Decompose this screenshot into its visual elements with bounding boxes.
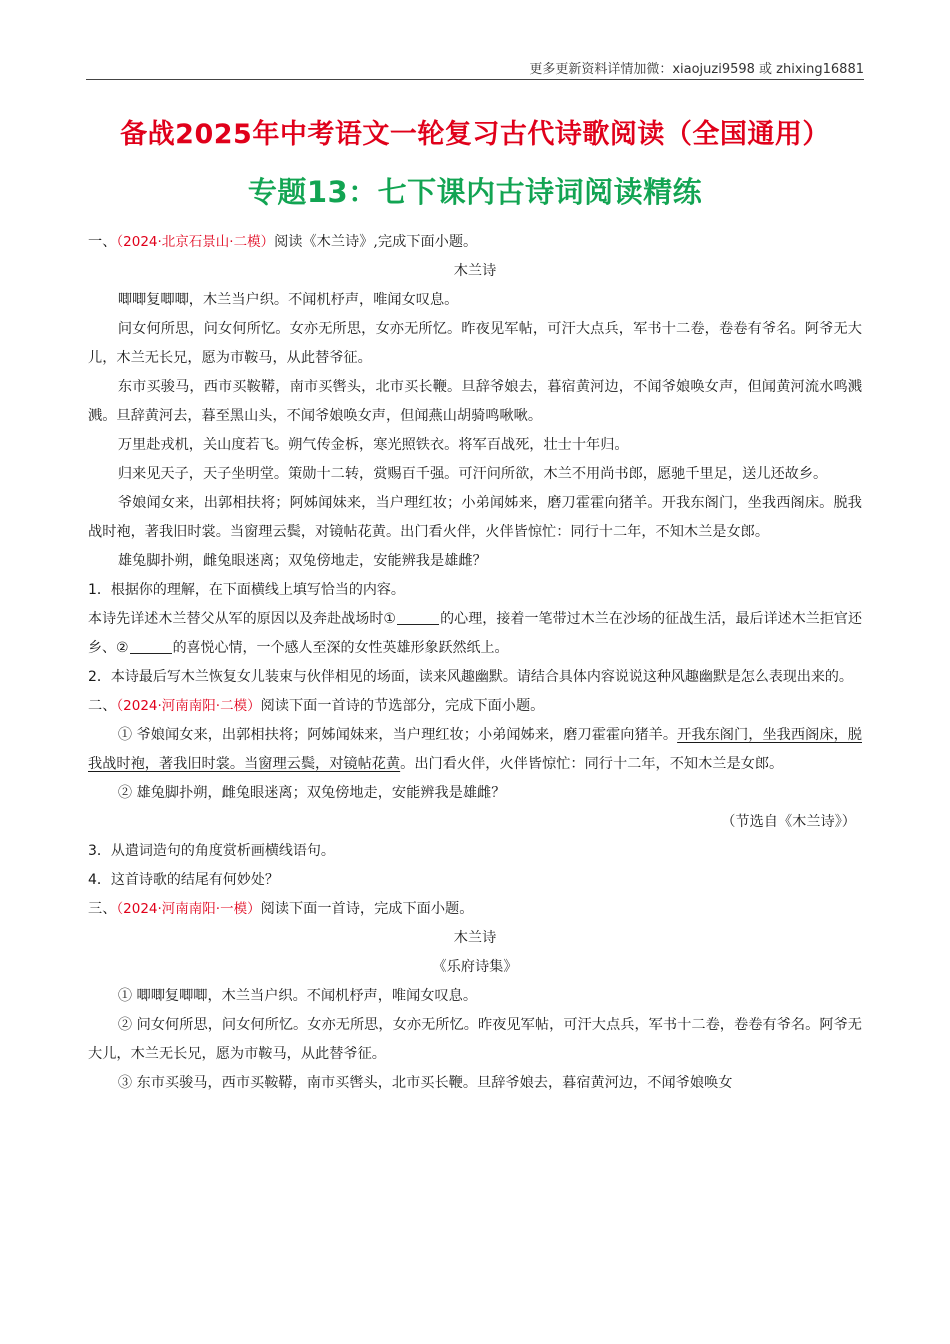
header-note: 更多更新资料详情加微：xiaojuzi9598 或 zhixing16881 [529, 62, 864, 77]
section1-poem-paragraph: 归来见天子，天子坐明堂。策勋十二转，赏赐百千强。可汗问所欲，木兰不用尚书郎，愿驰千里足，送儿还故乡。 [117, 466, 828, 482]
section1-poem-paragraph: 唧唧复唧唧，木兰当户织。不闻机杼声，唯闻女叹息。 [117, 292, 459, 308]
sub-title: 专题13：七下课内古诗词阅读精练 [247, 175, 703, 209]
underlined-sentence: 开我东阁门，坐我西阁床，脱我战时袍，著我旧时裳。当窗理云鬓，对镜帖花黄 [88, 727, 862, 772]
section2-excerpt-text: 。出门看火伴，火伴皆惊忙：同行十二年，不知木兰是女郎。 [400, 756, 784, 772]
section1-instruction: 阅读《木兰诗》,完成下面小题。 [274, 234, 478, 250]
excerpt-source-note: （节选自《木兰诗》） [721, 814, 856, 830]
section1-poem-title: 木兰诗 [453, 263, 497, 279]
section1-number: 一、 [88, 234, 117, 250]
section2-excerpt-paragraph-1 [88, 721, 862, 779]
question-1-text-c: 的喜悦心情，一个感人至深的女性英雄形象跃然纸上。 [172, 640, 509, 656]
section2-heading [88, 692, 862, 721]
question-4: 4．这首诗歌的结尾有何妙处？ [88, 872, 279, 888]
question-1-text-a: 本诗先详述木兰替父从军的原因以及奔赴战场时① [88, 611, 397, 627]
section3-poem-paragraph: ② 问女何所思，问女何所忆。女亦无所思，女亦无所忆。昨夜见军帖，可汗大点兵，军书十二卷，卷卷有爷名。阿爷无大儿，木兰无长兄，愿为市鞍马，从此替爷征。 [88, 1017, 862, 1062]
question-3: 3．从遣词造句的角度赏析画横线语句。 [88, 843, 335, 859]
section1-source: （2024·北京石景山·二模） [116, 234, 275, 250]
section1-poem-paragraph: 万里赴戎机，关山度若飞。朔气传金柝，寒光照铁衣。将军百战死，壮士十年归。 [117, 437, 629, 453]
section3-poem-title: 木兰诗 [453, 930, 497, 946]
section1-poem-paragraph: 爷娘闻女来，出郭相扶将；阿姊闻妹来，当户理红妆；小弟闻姊来，磨刀霍霍向猪羊。开我东阁门，坐我西阁床。脱我战时袍，著我旧时裳。当窗理云鬓，对镜帖花黄。出门看火伴，火伴皆惊忙：同行十二年，不知木兰是女郎。 [88, 495, 862, 540]
section1-heading [88, 228, 862, 257]
section3-poem-paragraph: ① 唧唧复唧唧，木兰当户织。不闻机杼声，唯闻女叹息。 [117, 988, 478, 1004]
main-title: 备战2025年中考语文一轮复习古代诗歌阅读（全国通用） [120, 119, 830, 150]
section2-source: （2024·河南南阳·二模） [116, 698, 261, 714]
question-2: 2．本诗最后写木兰恢复女儿装束与伙伴相见的场面，读来风趣幽默。请结合具体内容说说这种风趣幽默是怎么表现出来的。 [88, 669, 853, 685]
section1-poem-paragraph: 雄兔脚扑朔，雌兔眼迷离；双兔傍地走，安能辨我是雄雌？ [117, 553, 487, 569]
section3-poem-source: 《乐府诗集》 [432, 959, 518, 975]
section2-excerpt-text: ① 爷娘闻女来，出郭相扶将；阿姊闻妹来，当户理红妆；小弟闻姊来，磨刀霍霍向猪羊。 [117, 727, 678, 743]
answer-blank-1[interactable] [397, 610, 439, 625]
section3-heading [88, 895, 862, 924]
question-1-text-b: 的心理，接着一笔带过木兰在沙场的征战生活，最后详述木兰拒官还乡、② [88, 611, 862, 656]
section1-poem-paragraph: 问女何所思，问女何所忆。女亦无所思，女亦无所忆。昨夜见军帖，可汗大点兵，军书十二卷，卷卷有爷名。阿爷无大儿，木兰无长兄，愿为市鞍马，从此替爷征。 [88, 321, 862, 366]
section3-number: 三、 [88, 901, 117, 917]
section1-poem-paragraph: 东市买骏马，西市买鞍鞯，南市买辔头，北市买长鞭。旦辞爷娘去，暮宿黄河边，不闻爷娘唤女声，但闻黄河流水鸣溅溅。旦辞黄河去，暮至黑山头，不闻爷娘唤女声，但闻燕山胡骑鸣啾啾。 [88, 379, 862, 424]
answer-blank-2[interactable] [130, 639, 172, 654]
header-divider [86, 79, 864, 80]
section3-poem-paragraph: ③ 东市买骏马，西市买鞍鞯，南市买辔头，北市买长鞭。旦辞爷娘去，暮宿黄河边，不闻爷娘唤女 [117, 1075, 733, 1091]
section2-instruction: 阅读下面一首诗的节选部分，完成下面小题。 [260, 698, 545, 714]
section3-source: （2024·河南南阳·一模） [116, 901, 261, 917]
section3-instruction: 阅读下面一首诗，完成下面小题。 [260, 901, 474, 917]
question-1-label: 1．根据你的理解，在下面横线上填写恰当的内容。 [88, 582, 405, 598]
question-1-body [88, 605, 862, 663]
section2-excerpt-paragraph-2: ② 雄兔脚扑朔，雌兔眼迷离；双兔傍地走，安能辨我是雄雌？ [117, 785, 506, 801]
document-body [88, 228, 862, 1098]
section2-number: 二、 [88, 698, 117, 714]
